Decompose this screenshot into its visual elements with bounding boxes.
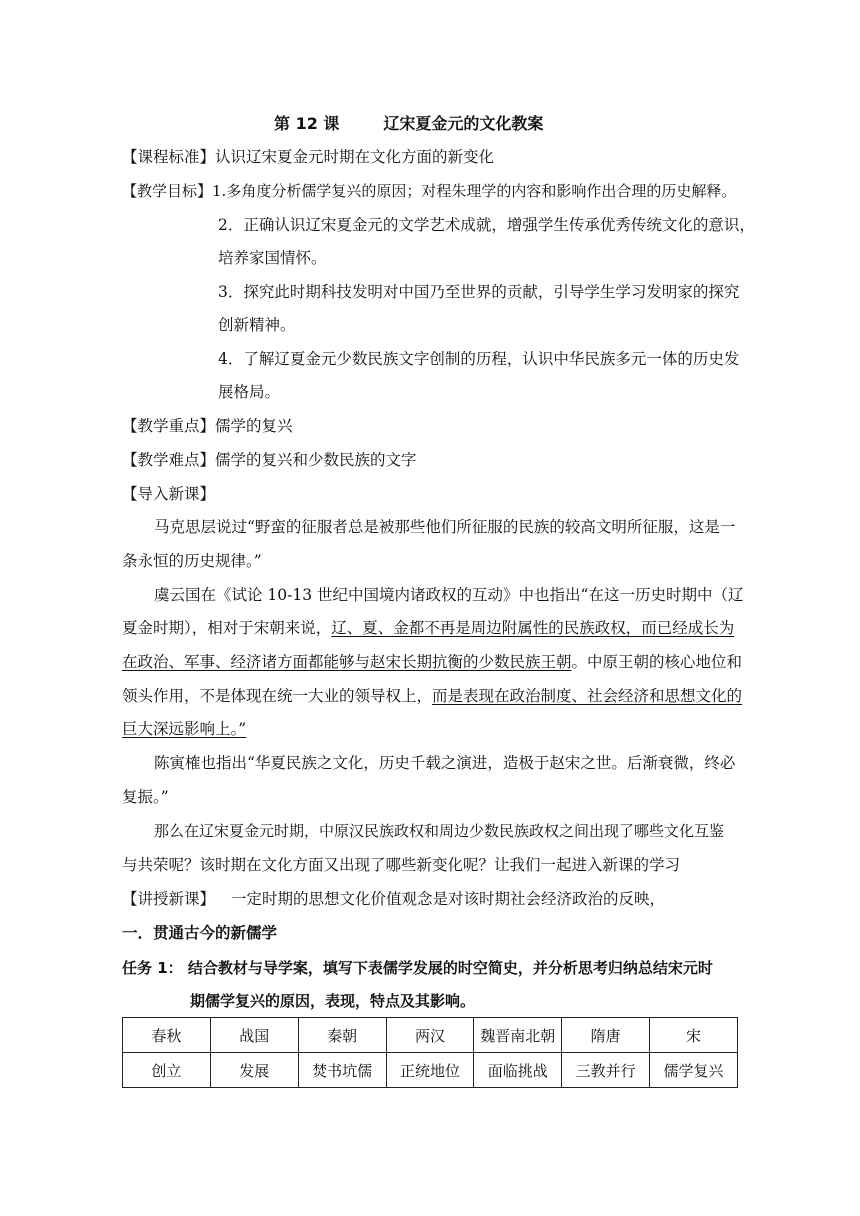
goal-3-line-1: 3．探究此时期科技发明对中国乃至世界的贡献，引导学生学习发明家的探究 [218, 283, 740, 301]
key-point [122, 416, 293, 436]
table-cell-period: 魏晋南北朝 [474, 1018, 562, 1053]
new-lesson-text: 一定时期的思想文化价值观念是对该时期社会经济政治的反映， [231, 890, 666, 908]
task-1-line-2: 期儒学复兴的原因，表现，特点及其影响。 [190, 992, 476, 1010]
standard-text: 认识辽宋夏金元时期在文化方面的新变化 [215, 148, 495, 166]
new-lesson-label: 【讲授新课】 [122, 890, 216, 908]
goal-2-line-1: 2．正确认识辽宋夏金元的文学艺术成就，增强学生传承优秀传统文化的意识， [218, 216, 755, 234]
goal-4-line-2: 展格局。 [218, 383, 281, 401]
table-cell-period: 隋唐 [562, 1018, 650, 1053]
paragraph-2-underlined: 辽、夏、金都不再是周边附属性的民族政权，而已经成长为 [331, 619, 735, 637]
key-text: 儒学的复兴 [215, 417, 293, 435]
table-cell-period: 战国 [210, 1018, 298, 1053]
paragraph-2-plain: 。中原王朝的核心地位和 [571, 653, 743, 671]
table-cell-period: 春秋 [123, 1018, 211, 1053]
table-cell-period: 秦朝 [298, 1018, 386, 1053]
paragraph-3-line-2: 复振。” [122, 788, 169, 806]
table-cell-stage: 儒学复兴 [650, 1053, 738, 1088]
paragraph-2-plain: 领头作用，不是体现在统一大业的领导权上， [122, 687, 433, 705]
paragraph-4-line-2: 与共荣呢？该时期在文化方面又出现了哪些新变化呢？让我们一起进入新课的学习 [122, 856, 681, 874]
section-heading-1: 一．贯通古今的新儒学 [122, 924, 278, 942]
paragraph-3-line-1: 陈寅榷也指出“华夏民族之文化，历史千载之演进，造极于赵宋之世。后渐衰微，终必 [154, 754, 736, 772]
intro-label: 【导入新课】 [122, 485, 216, 503]
difficulty-point [122, 450, 417, 470]
paragraph-2-line-4 [122, 686, 742, 706]
key-label: 【教学重点】 [122, 417, 216, 435]
paragraph-2-underlined: 在政治、军事、经济诸方面都能够与赵宋长期抗衡的少数民族王朝 [122, 653, 572, 671]
paragraph-2-plain: 夏金时期），相对于宋朝来说， [122, 619, 332, 637]
table-cell-stage: 面临挑战 [474, 1053, 562, 1088]
table-cell-stage: 三教并行 [562, 1053, 650, 1088]
table-cell-stage: 正统地位 [386, 1053, 474, 1088]
new-lesson [122, 889, 665, 909]
table-cell-stage: 焚书坑儒 [298, 1053, 386, 1088]
paragraph-1-line-2: 条永恒的历史规律。” [122, 552, 262, 570]
paragraph-2-line-5 [122, 719, 246, 739]
difficulty-label: 【教学难点】 [122, 451, 216, 469]
task-1-line-1: 任务 1： 结合教材与导学案，填写下表儒学发展的时空简史，并分析思考归纳总结宋元时 [122, 959, 713, 977]
teaching-goals [122, 181, 736, 201]
page-title [274, 111, 543, 134]
goals-label: 【教学目标】 [122, 182, 213, 200]
table-cell-stage: 创立 [123, 1053, 211, 1088]
paragraph-2-line-1: 虞云国在《试论 10-13 世纪中国境内诸政权的互动》中也指出“在这一历史时期中（辽 [154, 586, 744, 604]
difficulty-text: 儒学的复兴和少数民族的文字 [215, 451, 417, 469]
table-row-stages [123, 1053, 738, 1088]
paragraph-2-underlined: 巨大深远影响上。” [122, 720, 247, 738]
goal-1: 1.多角度分析儒学复兴的原因；对程朱理学的内容和影响作出合理的历史解释。 [212, 182, 737, 200]
paragraph-2-underlined: 而是表现在政治制度、社会经济和思想文化的 [432, 687, 743, 705]
confucianism-timeline-table [122, 1017, 738, 1088]
lesson-number: 第 12 课 [274, 114, 340, 133]
lesson-title: 辽宋夏金元的文化教案 [383, 114, 544, 133]
paragraph-1-line-1: 马克思层说过“野蛮的征服者总是被那些他们所征服的民族的较高文明所征服，这是一 [154, 518, 736, 536]
paragraph-4-line-1: 那么在辽宋夏金元时期，中原汉民族政权和周边少数民族政权之间出现了哪些文化互鉴 [154, 822, 725, 840]
table-cell-period: 两汉 [386, 1018, 474, 1053]
paragraph-2-line-2 [122, 618, 734, 638]
goal-4-line-1: 4．了解辽夏金元少数民族文字创制的历程，认识中华民族多元一体的历史发 [218, 350, 740, 368]
table-row-periods [123, 1018, 738, 1053]
table-cell-stage: 发展 [210, 1053, 298, 1088]
goal-3-line-2: 创新精神。 [218, 316, 296, 334]
standard-label: 【课程标准】 [122, 148, 216, 166]
table-cell-period: 宋 [650, 1018, 738, 1053]
paragraph-2-line-3 [122, 652, 742, 672]
goal-2-line-2: 培养家国情怀。 [218, 249, 327, 267]
course-standard [122, 147, 494, 167]
